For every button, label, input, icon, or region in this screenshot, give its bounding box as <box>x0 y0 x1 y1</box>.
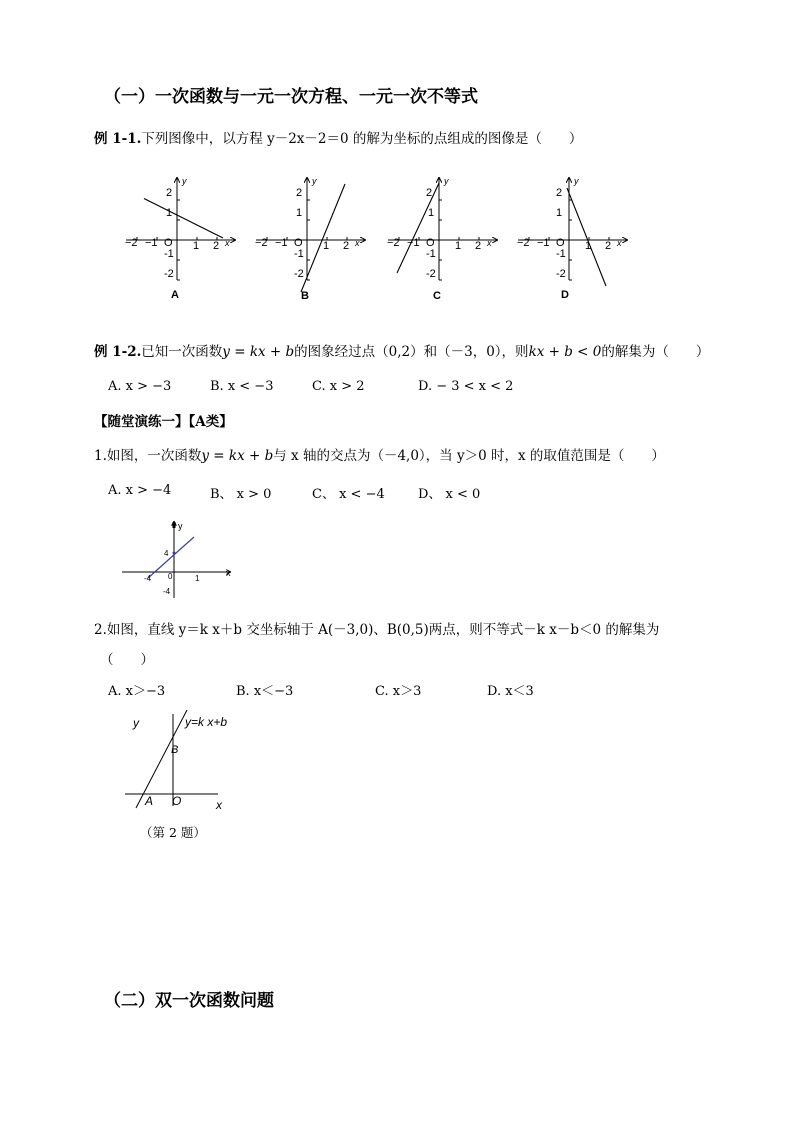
svg-text:-2: -2 <box>556 268 566 280</box>
question-2-graph <box>115 708 265 818</box>
question-1-formula: y = kx + b <box>201 448 274 464</box>
example-1-1-text: 下列图像中，以方程 y－2x－2＝0 的解为坐标的点组成的图像是（ ） <box>141 131 583 147</box>
svg-text:y: y <box>178 521 183 531</box>
graph-a-line <box>144 199 223 239</box>
example-1-2: 例 1-2.已知一次函数y = kx + b的图象经过点（0,2）和（－3，0），则kx + b < 0的解集为（ ） <box>94 344 710 360</box>
svg-text:y: y <box>444 176 449 186</box>
graph-a-letter: A <box>171 289 179 301</box>
svg-text:1: 1 <box>166 207 173 219</box>
question-2-point-b: B <box>171 744 179 756</box>
graph-c-letter: C <box>433 290 441 302</box>
practice-header: 【随堂演练一】【A类】 <box>94 414 233 430</box>
svg-text:−2: −2 <box>255 237 268 249</box>
svg-text:2: 2 <box>475 240 482 252</box>
example-1-2-option-c: C. x > 2 <box>312 379 365 394</box>
graph-b-letter: B <box>301 290 309 302</box>
question-2-caption: （第 2 题） <box>140 825 206 840</box>
svg-text:O: O <box>164 237 173 249</box>
example-1-2-option-a: A. x > −3 <box>108 379 172 394</box>
svg-text:0: 0 <box>168 572 173 581</box>
svg-text:1: 1 <box>455 240 462 252</box>
question-2-y-label: y <box>133 716 139 730</box>
svg-text:1: 1 <box>428 207 435 219</box>
svg-text:-2: -2 <box>164 268 174 280</box>
question-2-origin: O <box>172 794 182 808</box>
question-1-option-c: C、 x < −4 <box>312 487 385 502</box>
question-2: 2.如图，直线 y＝k x＋b 交坐标轴于 A(－3,0)、B(0,5)两点，则不等式－k x－b＜0 的解集为 <box>94 622 660 638</box>
section-2-title: （二）双一次函数问题 <box>104 991 274 1011</box>
question-1-option-a: A. x > −4 <box>108 483 172 498</box>
question-1-option-d: D、 x < 0 <box>418 487 481 502</box>
question-2-option-d: D. x＜3 <box>487 684 534 699</box>
svg-text:O: O <box>556 237 565 249</box>
question-1-option-b: B、 x > 0 <box>210 487 272 502</box>
svg-text:2: 2 <box>556 187 563 199</box>
graph-d-letter: D <box>561 289 569 301</box>
svg-text:y: y <box>182 176 187 186</box>
question-1: 1.如图，一次函数y = kx + b与 x 轴的交点为（－4,0），当 y＞0 时，x 的取值范围是（ ） <box>94 448 665 464</box>
question-2-point-a: A <box>145 794 154 808</box>
question-2-line-label: y=k x+b <box>185 715 228 729</box>
example-1-2-formula: y = kx + b <box>222 344 295 360</box>
svg-text:x: x <box>617 238 622 248</box>
svg-text:2: 2 <box>166 187 173 199</box>
section-1-title: （一）一次函数与一元一次方程、一元一次不等式 <box>104 87 478 107</box>
svg-text:2: 2 <box>605 240 612 252</box>
svg-text:−2: −2 <box>517 237 530 249</box>
svg-text:O: O <box>426 237 435 249</box>
svg-text:−1: −1 <box>407 237 420 249</box>
graph-d-line <box>567 188 606 286</box>
svg-text:2: 2 <box>426 187 433 199</box>
graph-d <box>512 170 632 305</box>
svg-text:-4: -4 <box>144 574 152 583</box>
svg-text:-1: -1 <box>164 248 174 260</box>
svg-text:-1: -1 <box>294 248 304 260</box>
svg-text:−2: −2 <box>387 237 400 249</box>
svg-text:y: y <box>312 176 317 186</box>
svg-text:O: O <box>294 237 303 249</box>
svg-text:1: 1 <box>323 240 330 252</box>
svg-text:-1: -1 <box>556 248 566 260</box>
svg-text:2: 2 <box>213 240 220 252</box>
graph-c <box>382 170 502 305</box>
example-1-2-option-b: B. x < −3 <box>210 379 274 394</box>
question-2-option-b: B. x＜−3 <box>236 684 294 699</box>
svg-text:x: x <box>225 238 230 248</box>
graph-b <box>250 170 370 305</box>
example-1-2-label: 例 1-2. <box>94 344 142 360</box>
example-1-1 <box>94 127 582 147</box>
svg-text:2: 2 <box>296 187 303 199</box>
question-2-x-label: x <box>216 798 222 812</box>
svg-text:1: 1 <box>193 240 200 252</box>
svg-text:1: 1 <box>296 207 303 219</box>
graph-a <box>120 170 240 305</box>
svg-text:x: x <box>487 238 492 248</box>
svg-text:-4: -4 <box>163 587 171 596</box>
svg-text:1: 1 <box>585 240 592 252</box>
svg-text:−1: −1 <box>275 237 288 249</box>
svg-text:−1: −1 <box>537 237 550 249</box>
svg-text:−1: −1 <box>145 237 158 249</box>
svg-text:x: x <box>355 238 360 248</box>
svg-text:2: 2 <box>343 240 350 252</box>
graph-a-tick: −2 <box>125 237 138 249</box>
question-2-paren: （ ） <box>100 652 154 668</box>
example-1-1-label: 例 1-1. <box>94 131 142 147</box>
question-2-option-c: C. x＞3 <box>375 684 422 699</box>
svg-text:y: y <box>574 176 579 186</box>
example-1-2-option-d: D. − 3 < x < 2 <box>418 379 514 394</box>
svg-text:4: 4 <box>164 549 169 558</box>
svg-text:-2: -2 <box>426 268 436 280</box>
question-2-option-a: A. x＞−3 <box>108 684 166 699</box>
svg-text:1: 1 <box>556 207 563 219</box>
svg-text:1: 1 <box>195 574 200 583</box>
svg-text:x: x <box>226 568 231 578</box>
question-1-graph <box>118 518 240 604</box>
svg-text:-1: -1 <box>426 248 436 260</box>
svg-text:-2: -2 <box>294 268 304 280</box>
